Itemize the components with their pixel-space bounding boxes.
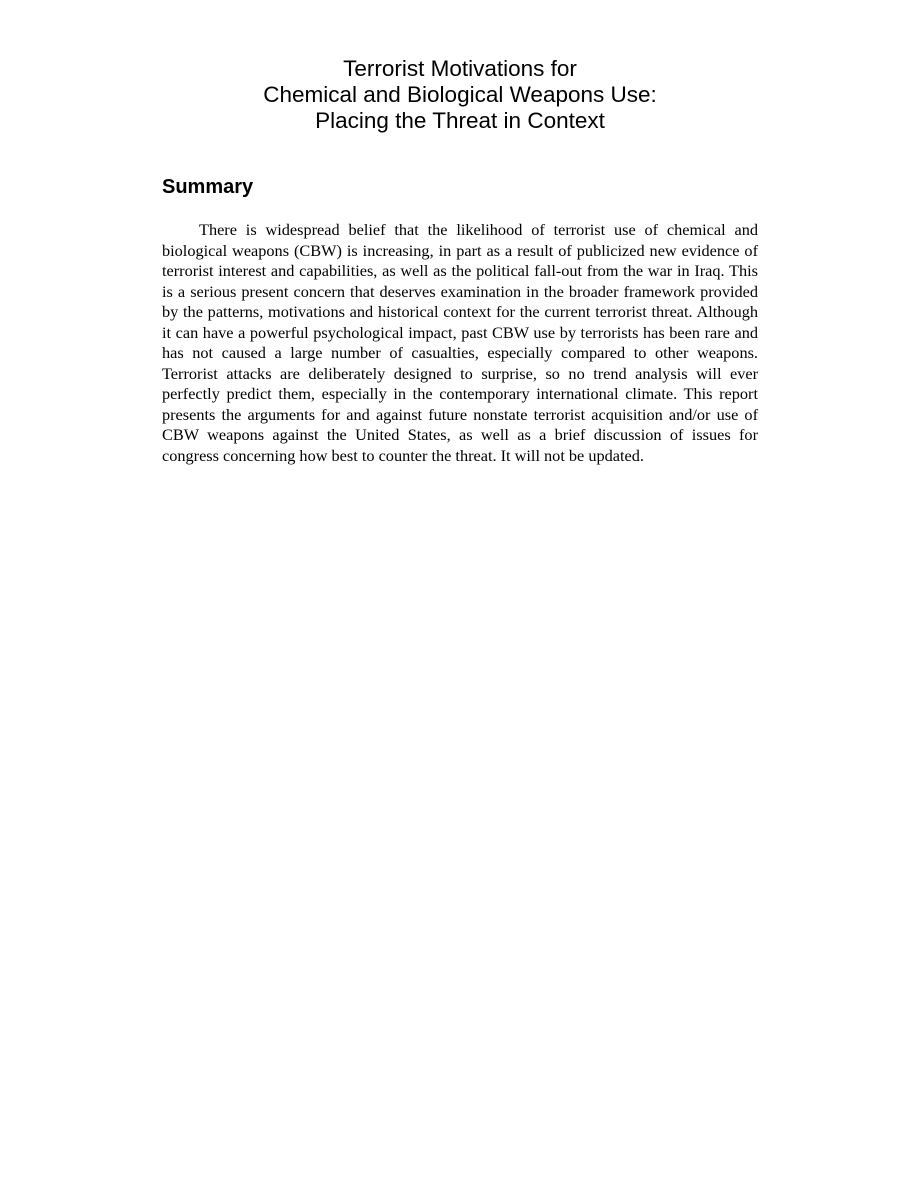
title-line-2: Chemical and Biological Weapons Use: (263, 82, 657, 107)
title-line-1: Terrorist Motivations for (343, 56, 577, 81)
title-line-3: Placing the Threat in Context (315, 108, 605, 133)
summary-paragraph: There is widespread belief that the likelihood of terrorist use of chemical and biological weapons (CBW) is increasing, in part as a result of publicized new evidence of terrorist interest and capabilities, as well as the political fall-out from the war in Iraq. This is a serious present concern that deserves examination in the broader framework provided by the patterns, motivations and historical context for the current terrorist threat. Although it can have a powerful psychological impact, past CBW use by terrorists has been rare and has not caused a large number of casualties, especially compared to other weapons. Terrorist attacks are deliberately designed to surprise, so no trend analysis will ever perfectly predict them, especially in the contemporary international climate. This report presents the arguments for and against future nonstate terrorist acquisition and/or use of CBW weapons against the United States, as well as a brief discussion of issues for congress concerning how best to counter the threat. It will not be updated. (162, 220, 758, 465)
summary-heading: Summary (162, 176, 254, 198)
document-title (162, 56, 758, 134)
